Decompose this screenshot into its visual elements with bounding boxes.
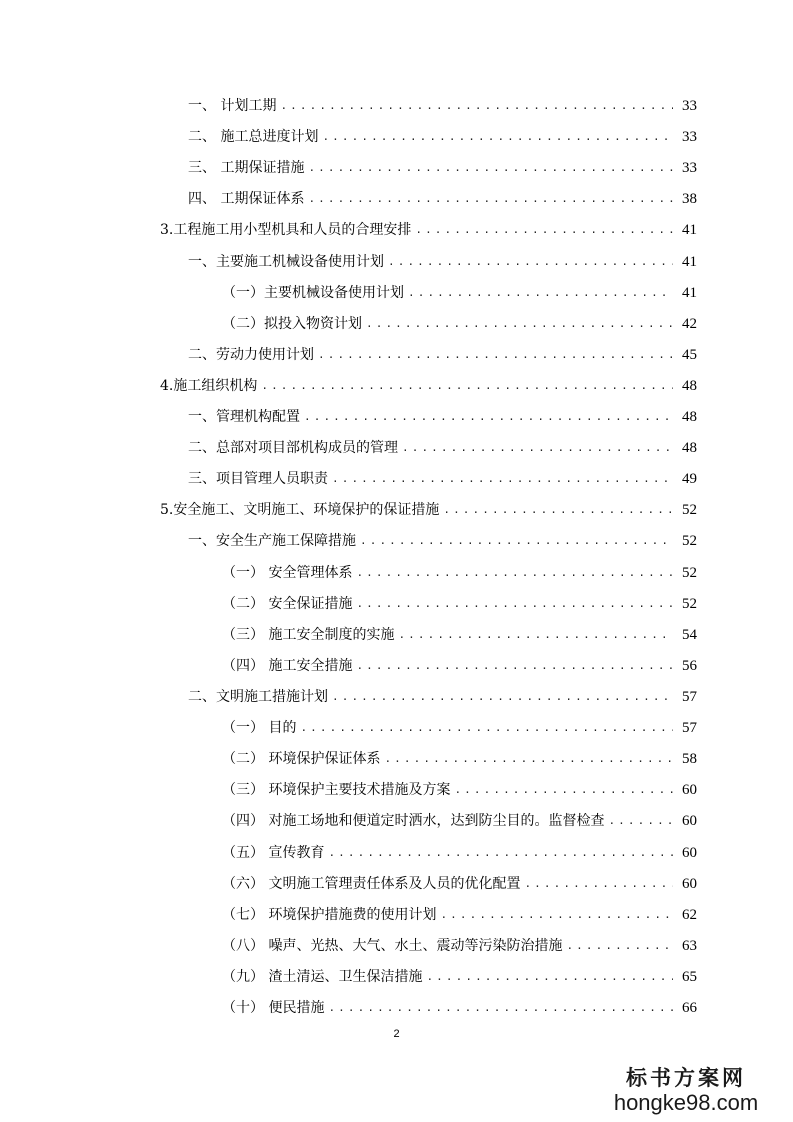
toc-entry-title: 5.安全施工、文明施工、环境保护的保证措施 [160,502,440,518]
toc-entry[interactable] [188,405,697,429]
toc-entry-title: 噪声、光热、大气、水土、震动等污染防治措施 [268,938,563,954]
toc-entry[interactable] [222,809,697,833]
toc-entry-title: 三、项目管理人员职责 [188,471,328,487]
toc-entry-title: 环境保护保证体系 [268,751,381,767]
toc-entry-title: 工期保证体系 [220,191,305,207]
toc-entry-title: 安全管理体系 [268,565,353,581]
toc-entry[interactable] [188,343,697,367]
toc-entry[interactable] [222,654,697,678]
toc-entry-page: 57 [682,689,697,705]
dot-leader [356,561,673,585]
toc-entry[interactable] [222,841,697,865]
dot-leader [608,809,673,833]
dot-leader [328,841,673,865]
toc-entry-page: 38 [682,191,697,207]
toc-entry-number: （二） [222,596,269,612]
toc-entry-title: 4.施工组织机构 [160,378,258,394]
toc-entry-page: 66 [682,1000,697,1016]
toc-entry-page: 41 [682,254,697,270]
dot-leader [308,187,673,211]
dot-leader [388,250,673,274]
toc-entry-title: 二、文明施工措施计划 [188,689,328,705]
toc-entry-page: 49 [682,471,697,487]
toc-entry-title: 一、主要施工机械设备使用计划 [188,254,384,270]
toc-entry-title: 3.工程施工用小型机具和人员的合理安排 [160,222,412,238]
watermark-domain: hongke98.com [613,1090,759,1115]
toc-entry-number: （一） [222,720,269,736]
toc-entry-title: 施工总进度计划 [220,129,319,145]
toc-entry-page: 33 [682,129,697,145]
toc-entry[interactable] [188,685,697,709]
toc-entry[interactable] [188,125,697,149]
watermark-brand: 标书方案网 [626,1066,746,1090]
dot-leader [280,94,673,118]
toc-entry-page: 52 [682,502,697,518]
toc-entry-number: （八） [222,938,269,954]
toc-entry-title: 便民措施 [268,1000,325,1016]
toc-entry-page: 60 [682,813,697,829]
dot-leader [398,623,673,647]
toc-entry-page: 60 [682,876,697,892]
toc-entry-page: 33 [682,160,697,176]
toc-entry-title: 施工安全措施 [268,658,353,674]
toc-entry-title: 一、安全生产施工保障措施 [188,533,356,549]
toc-entry-page: 33 [682,98,697,114]
toc-entry-title: 计划工期 [220,98,277,114]
toc-entry-page: 58 [682,751,697,767]
toc-entry-page: 52 [682,596,697,612]
toc-entry-page: 57 [682,720,697,736]
toc-entry-title: 施工安全制度的实施 [268,627,395,643]
toc-entry-number: （九） [222,969,269,985]
dot-leader [415,218,673,242]
toc-entry[interactable] [160,498,697,522]
toc-entry[interactable] [188,436,697,460]
toc-entry-page: 65 [682,969,697,985]
dot-leader [454,778,673,802]
toc-entry[interactable] [188,156,697,180]
toc-entry[interactable] [222,716,697,740]
toc-entry[interactable] [222,934,697,958]
toc-entry[interactable] [222,312,697,336]
toc-entry-number: 二、 [188,129,221,145]
toc-entry-title: 渣土清运、卫生保洁措施 [268,969,423,985]
toc-entry-title: 工期保证措施 [220,160,305,176]
toc-entry-page: 41 [682,222,697,238]
toc-entry-page: 48 [682,378,697,394]
dot-leader [328,996,673,1020]
dot-leader [440,903,673,927]
toc-entry[interactable] [222,903,697,927]
toc-entry[interactable] [188,94,697,118]
toc-entry-page: 56 [682,658,697,674]
toc-entry-title: 对施工场地和便道定时洒水，达到防尘目的。监督检查 [268,813,605,829]
toc-entry-title: 目的 [268,720,297,736]
toc-entry-title: 二、劳动力使用计划 [188,347,314,363]
toc-entry[interactable] [222,996,697,1020]
dot-leader [356,654,673,678]
toc-entry[interactable] [188,187,697,211]
toc-entry-number: （五） [222,845,269,861]
dot-leader [318,343,673,367]
toc-entry-number: 三、 [188,160,221,176]
toc-entry[interactable] [222,281,697,305]
toc-entry[interactable] [222,747,697,771]
toc-entry-page: 54 [682,627,697,643]
toc-entry[interactable] [160,374,697,398]
toc-entry-title: 安全保证措施 [268,596,353,612]
toc-entry-page: 52 [682,533,697,549]
toc-entry-page: 63 [682,938,697,954]
toc-entry[interactable] [188,529,697,553]
toc-entry-title: 宣传教育 [268,845,325,861]
toc-entry-title: 一、管理机构配置 [188,409,300,425]
toc-entry-title: 环境保护主要技术措施及方案 [268,782,451,798]
toc-entry-page: 48 [682,440,697,456]
toc-entry[interactable] [222,561,697,585]
toc-entry[interactable] [160,218,697,242]
toc-entry-page: 41 [682,285,697,301]
dot-leader [304,405,673,429]
toc-entry-number: （四） [222,658,269,674]
toc-entry[interactable] [222,965,697,989]
toc-entry[interactable] [222,778,697,802]
dot-leader [366,312,673,336]
dot-leader [566,934,673,958]
toc-entry-number: （十） [222,1000,269,1016]
toc-entry-title: 二、总部对项目部机构成员的管理 [188,440,398,456]
dot-leader [322,125,673,149]
dot-leader [332,685,673,709]
toc-entry[interactable] [188,250,697,274]
toc-entry-title: （一）主要机械设备使用计划 [222,285,404,301]
toc-entry-number: （三） [222,627,269,643]
toc-entry-number: （六） [222,876,269,892]
dot-leader [300,716,673,740]
toc-entry-page: 48 [682,409,697,425]
toc-entry-title: 环境保护措施费的使用计划 [268,907,437,923]
toc-entry-page: 62 [682,907,697,923]
toc-entry[interactable] [222,592,697,616]
toc-entry-number: （四） [222,813,269,829]
dot-leader [261,374,673,398]
dot-leader [426,965,673,989]
toc-entry-number: 一、 [188,98,221,114]
dot-leader [360,529,673,553]
dot-leader [408,281,673,305]
watermark [591,1066,781,1116]
toc-entry[interactable] [188,467,697,491]
toc-entry[interactable] [222,872,697,896]
dot-leader [356,592,673,616]
toc-entry-page: 52 [682,565,697,581]
toc-entry-title: 文明施工管理责任体系及人员的优化配置 [268,876,521,892]
toc-entry-page: 42 [682,316,697,332]
dot-leader [402,436,673,460]
page-number: 2 [393,1028,400,1040]
dot-leader [524,872,673,896]
toc-entry-number: （一） [222,565,269,581]
toc-entry-number: （三） [222,782,269,798]
dot-leader [332,467,673,491]
toc-entry-number: （七） [222,907,269,923]
toc-entry-page: 45 [682,347,697,363]
toc-entry-number: （二） [222,751,269,767]
toc-entry-page: 60 [682,845,697,861]
toc-entry[interactable] [222,623,697,647]
toc-entry-number: 四、 [188,191,221,207]
toc-entry-title: （二）拟投入物资计划 [222,316,362,332]
dot-leader [384,747,673,771]
dot-leader [308,156,673,180]
toc-entry-page: 60 [682,782,697,798]
dot-leader [443,498,673,522]
